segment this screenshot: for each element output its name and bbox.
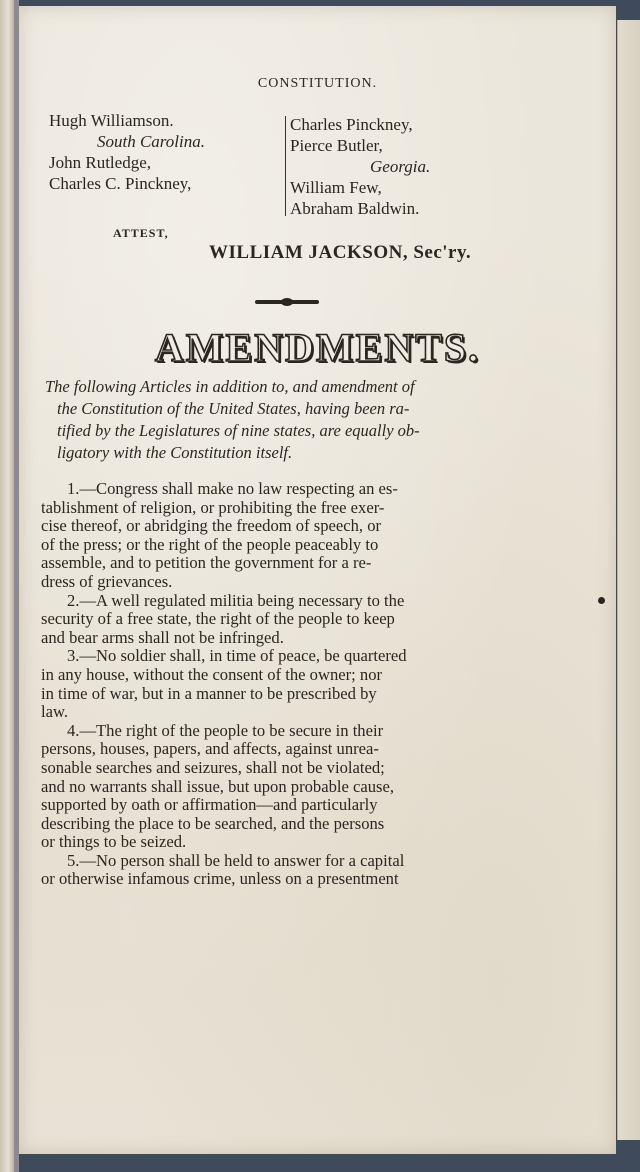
text-line: cise thereof, or abridging the freedom of speech, or [41, 516, 382, 536]
text-line: in time of war, but in a manner to be prescribed by [41, 683, 377, 703]
text-line: 3.—No soldier shall, in time of peace, be quartered [67, 646, 407, 666]
signers-left-column [49, 110, 205, 194]
text-line: dress of grievances. [41, 571, 173, 591]
signer-name: William Few, [290, 178, 382, 197]
ink-smudge [598, 597, 605, 604]
text-line: 4.—The right of the people to be secure in their [67, 720, 384, 740]
text-line: 5.—No person shall be held to answer for a capital [67, 850, 405, 870]
signers-divider [285, 116, 286, 216]
signer-name: Charles C. Pinckney, [49, 174, 192, 193]
signer-name: Abraham Baldwin. [290, 199, 420, 218]
text-line: security of a free state, the right of the people to keep [41, 609, 395, 629]
text-line: or otherwise infamous crime, unless on a presentment [41, 869, 399, 889]
page-edge-left [0, 0, 14, 1172]
ornament-rule [255, 300, 319, 304]
section-heading: AMENDMENTS. [154, 325, 481, 370]
attest-label: ATTEST, [113, 226, 169, 240]
text-line: in any house, without the consent of the owner; nor [41, 664, 383, 684]
signer-name: Charles Pinckney, [290, 115, 413, 134]
text-line: and no warrants shall issue, but upon probable cause, [41, 776, 394, 796]
text-line: assemble, and to petition the government for a re- [41, 553, 372, 573]
text-line: 1.—Congress shall make no law respecting an es- [67, 479, 398, 498]
text-line: of the press; or the right of the people peaceably to [41, 534, 379, 554]
text-line: describing the place to be searched, and the persons [41, 813, 385, 833]
page-edge-right [617, 20, 640, 1140]
text-line: 2.—A well regulated militia being necessary to the [67, 590, 405, 610]
amendments-text [41, 480, 546, 889]
signer-name: John Rutledge, [49, 153, 151, 172]
book-page [19, 6, 616, 1154]
signer-name: Hugh Williamson. [49, 111, 174, 130]
text-line: sonable searches and seizures, shall not be violated; [41, 757, 385, 777]
signers-right-column [290, 114, 430, 219]
running-head: CONSTITUTION. [257, 76, 378, 91]
text-line: persons, houses, papers, and affects, against unrea- [41, 739, 379, 759]
intro-line: The following Articles in addition to, and amendment of [45, 377, 415, 396]
text-line: tablishment of religion, or prohibiting the free exer- [41, 497, 385, 517]
intro-line: tified by the Legislatures of nine states, are equally ob- [57, 421, 420, 440]
text-line: or things to be seized. [41, 832, 187, 852]
signer-name: Pierce Butler, [290, 136, 383, 155]
text-line: supported by oath or affirmation—and particularly [41, 795, 378, 815]
text-line: and bear arms shall not be infringed. [41, 627, 284, 647]
intro-line: ligatory with the Constitution itself. [57, 443, 293, 462]
intro-paragraph [45, 376, 535, 464]
text-line: law. [41, 702, 69, 722]
intro-line: the Constitution of the United States, having been ra- [57, 399, 410, 418]
state-name: South Carolina. [97, 132, 205, 151]
state-name: Georgia. [370, 157, 431, 176]
secretary-signature: WILLIAM JACKSON, Sec'ry. [209, 242, 472, 263]
